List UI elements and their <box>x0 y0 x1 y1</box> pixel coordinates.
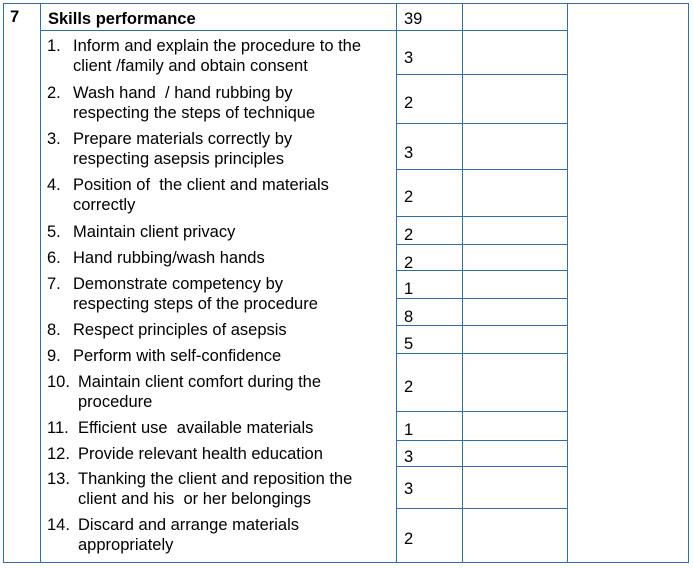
item-score: 8 <box>404 308 414 326</box>
row-divider <box>396 216 567 217</box>
item-text-line2: respecting asepsis principles <box>73 150 284 168</box>
item-text-line1: Prepare materials correctly by <box>73 130 293 148</box>
item-number: 14. <box>47 516 70 534</box>
column-divider <box>567 4 568 562</box>
item-score: 3 <box>404 144 414 162</box>
item-text-line1: Demonstrate competency by <box>73 275 284 293</box>
item-score: 2 <box>404 94 414 112</box>
item-text-line1: Respect principles of asepsis <box>73 321 287 339</box>
row-divider <box>396 411 567 412</box>
item-number: 13. <box>47 470 70 488</box>
item-number: 5. <box>47 223 61 241</box>
item-text-line2: correctly <box>73 196 136 214</box>
row-divider <box>396 169 567 170</box>
item-text-line1: Maintain client comfort during the <box>78 373 322 391</box>
item-text-line2: procedure <box>78 393 153 411</box>
row-divider <box>396 298 567 299</box>
row-divider <box>396 508 567 509</box>
row-divider <box>396 466 567 467</box>
item-number: 4. <box>47 176 61 194</box>
item-text-line2: appropriately <box>78 536 174 554</box>
item-text-line1: Hand rubbing/wash hands <box>73 249 265 267</box>
item-score: 2 <box>404 254 414 272</box>
item-text-line1: Discard and arrange materials <box>78 516 300 534</box>
item-text-line1: Wash hand / hand rubbing by <box>73 84 293 102</box>
item-number: 10. <box>47 373 70 391</box>
item-text-line1: Provide relevant health education <box>78 445 323 463</box>
row-divider <box>40 30 567 31</box>
item-score: 3 <box>404 480 414 498</box>
section-title: Skills performance <box>48 10 196 28</box>
item-score: 2 <box>404 226 414 244</box>
item-text-line2: client /family and obtain consent <box>73 57 308 75</box>
item-number: 11. <box>47 419 69 437</box>
row-divider <box>396 270 567 271</box>
row-divider <box>396 244 567 245</box>
item-number: 6. <box>47 249 61 267</box>
row-divider <box>396 440 567 441</box>
column-divider <box>40 4 41 562</box>
item-text-line1: Maintain client privacy <box>73 223 236 241</box>
row-divider <box>396 353 567 354</box>
item-number: 9. <box>47 347 61 365</box>
item-score: 2 <box>404 188 414 206</box>
item-number: 8. <box>47 321 61 339</box>
section-number: 7 <box>10 8 20 26</box>
item-number: 2. <box>47 84 61 102</box>
item-text-line1: Thanking the client and reposition the <box>78 470 353 488</box>
item-text-line1: Perform with self-confidence <box>73 347 282 365</box>
item-text-line1: Inform and explain the procedure to the <box>73 37 362 55</box>
item-score: 2 <box>404 378 414 396</box>
item-score: 1 <box>404 280 414 298</box>
item-text-line2: respecting steps of the procedure <box>73 295 318 313</box>
item-number: 7. <box>47 275 61 293</box>
item-score: 5 <box>404 335 414 353</box>
section-total: 39 <box>404 10 423 28</box>
item-score: 3 <box>404 448 414 466</box>
item-score: 2 <box>404 530 414 548</box>
row-divider <box>396 123 567 124</box>
item-number: 12. <box>47 445 70 463</box>
row-divider <box>396 74 567 75</box>
item-text-line1: Position of the client and materials <box>73 176 329 194</box>
column-divider <box>462 4 463 562</box>
item-text-line2: respecting the steps of technique <box>73 104 316 122</box>
item-text-line2: client and his or her belongings <box>78 490 311 508</box>
row-divider <box>396 325 567 326</box>
item-number: 3. <box>47 130 61 148</box>
item-number: 1. <box>47 37 61 55</box>
skills-table <box>3 3 689 563</box>
column-divider <box>396 4 397 562</box>
item-score: 3 <box>404 49 414 67</box>
item-score: 1 <box>404 421 414 439</box>
item-text-line1: Efficient use available materials <box>78 419 314 437</box>
